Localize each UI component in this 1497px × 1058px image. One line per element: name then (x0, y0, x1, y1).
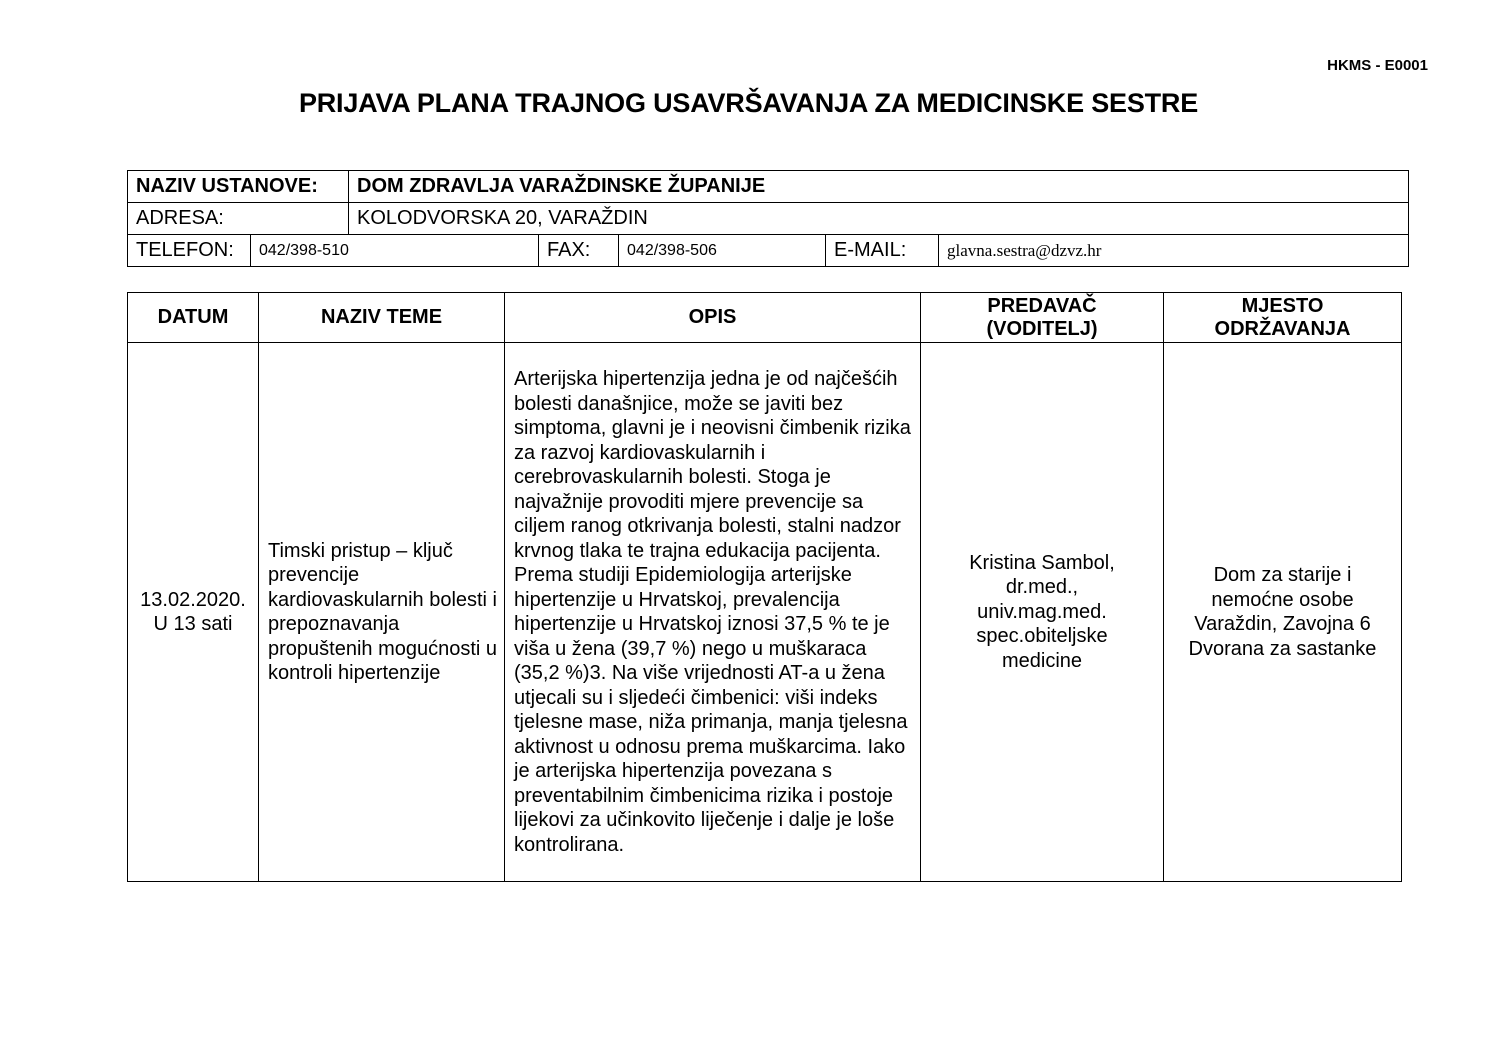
institution-name-label: NAZIV USTANOVE: (128, 171, 349, 203)
email-label: E-MAIL: (826, 235, 939, 267)
address-label: ADRESA: (128, 203, 349, 235)
row-topic: Timski pristup – ključ prevencije kardiovaskularnih bolesti i prepoznavanja propuštenih mogućnosti u kontroli hipertenzije (259, 343, 505, 882)
institution-name-value: DOM ZDRAVLJA VARAŽDINSKE ŽUPANIJE (349, 171, 1409, 203)
education-plan-table (127, 292, 1402, 882)
column-header-location: MJESTO ODRŽAVANJA (1164, 293, 1402, 343)
fax-value: 042/398-506 (619, 235, 826, 267)
contact-row (128, 235, 1409, 267)
column-header-description: OPIS (505, 293, 921, 343)
address-row (128, 203, 1409, 235)
column-header-topic: NAZIV TEME (259, 293, 505, 343)
column-header-date: DATUM (128, 293, 259, 343)
phone-label: TELEFON: (128, 235, 251, 267)
address-value: KOLODVORSKA 20, VARAŽDIN (349, 203, 1409, 235)
page-title: PRIJAVA PLANA TRAJNOG USAVRŠAVANJA ZA MEDICINSKE SESTRE (298, 88, 1199, 118)
column-header-lecturer: PREDAVAČ (VODITELJ) (921, 293, 1164, 343)
row-location: Dom za starije i nemoćne osobe Varaždin, Zavojna 6 Dvorana za sastanke (1164, 343, 1402, 882)
table-row (128, 343, 1402, 882)
institution-info-table (127, 170, 1409, 267)
table-header-row (128, 293, 1402, 343)
phone-value: 042/398-510 (251, 235, 539, 267)
institution-name-row (128, 171, 1409, 203)
email-value: glavna.sestra@dzvz.hr (939, 235, 1409, 267)
form-code: HKMS - E0001 (1327, 57, 1428, 74)
row-lecturer: Kristina Sambol, dr.med., univ.mag.med. spec.obiteljske medicine (921, 343, 1164, 882)
row-date: 13.02.2020. U 13 sati (128, 343, 259, 882)
row-description: Arterijska hipertenzija jedna je od najčešćih bolesti današnjice, može se javiti bez simptoma, glavni je i neovisni čimbenik rizika za razvoj kardiovaskularnih i cerebrovaskularnih bolesti. Stoga je najvažnije provoditi mjere prevencije sa ciljem ranog otkrivanja bolesti, stalni nadzor krvnog tlaka te trajna edukacija pacijenta. Prema studiji Epidemiologija arterijske hipertenzije u Hrvatskoj, prevalencija hipertenzije u Hrvatskoj iznosi 37,5 % te je viša u žena (39,7 %) nego u muškaraca (35,2 %)3. Na više vrijednosti AT-a u žena utjecali su i sljedeći čimbenici: viši indeks tjelesne mase, niža primanja, manja tjelesna aktivnost u odnosu prema muškarcima. Iako je arterijska hipertenzija povezana s preventabilnim čimbenicima rizika i postoje lijekovi za učinkovito liječenje i dalje je loše kontrolirana. (505, 343, 921, 882)
fax-label: FAX: (539, 235, 619, 267)
